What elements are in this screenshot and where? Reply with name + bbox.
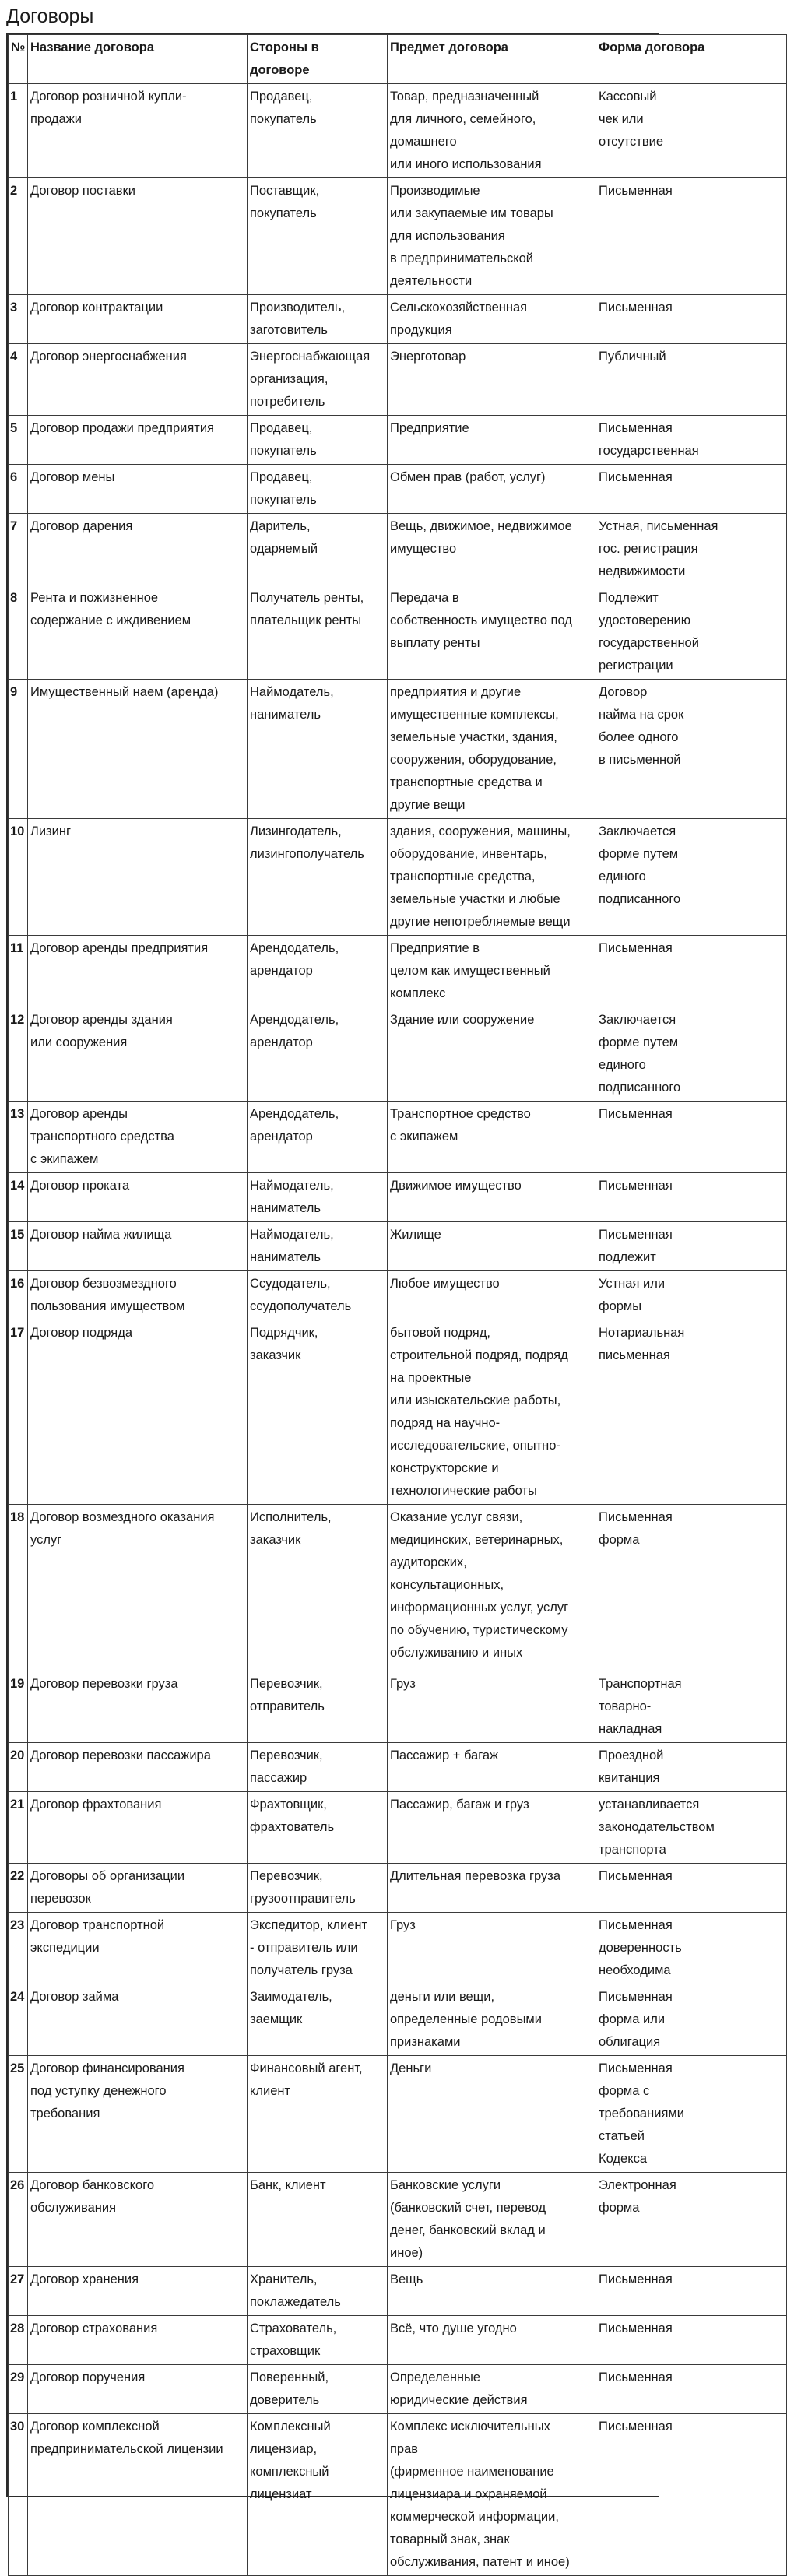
contract-form: Письменная (596, 1102, 787, 1173)
contract-name: Договор найма жилища (28, 1222, 248, 1271)
contract-form: Письменная подлежит (596, 1222, 787, 1271)
contract-name: Договор финансирования под уступку денежного требования (28, 2056, 248, 2173)
row-number: 22 (9, 1864, 28, 1913)
table-row (9, 936, 787, 1007)
contract-parties: Фрахтовщик, фрахтователь (248, 1792, 388, 1864)
contract-parties: Банк, клиент (248, 2173, 388, 2267)
header-form: Форма договора (596, 35, 787, 84)
table-row (9, 465, 787, 514)
table-row (9, 514, 787, 585)
contract-name: Договор банковского обслуживания (28, 2173, 248, 2267)
row-number: 21 (9, 1792, 28, 1864)
contract-name: Договор займа (28, 1984, 248, 2056)
table-row (9, 585, 787, 680)
contract-name: Договор контрактации (28, 295, 248, 344)
header-contract-name: Название договора (28, 35, 248, 84)
contract-subject: Пассажир + багаж (388, 1743, 596, 1792)
contract-form: Транспортная товарно- накладная (596, 1671, 787, 1743)
contract-form: Письменная (596, 2414, 787, 2576)
row-number: 5 (9, 416, 28, 465)
row-number: 2 (9, 178, 28, 295)
table-row (9, 1222, 787, 1271)
row-number: 14 (9, 1173, 28, 1222)
row-number: 18 (9, 1505, 28, 1671)
contract-parties: Продавец, покупатель (248, 84, 388, 178)
table-row (9, 416, 787, 465)
table-row (9, 2267, 787, 2316)
row-number: 12 (9, 1007, 28, 1102)
contract-parties: Заимодатель, заемщик (248, 1984, 388, 2056)
contract-form: Письменная (596, 2365, 787, 2414)
contract-form: Письменная (596, 936, 787, 1007)
contract-name: Имущественный наем (аренда) (28, 680, 248, 819)
contract-parties: Хранитель, поклажедатель (248, 2267, 388, 2316)
contract-subject: Передача в собственность имущество под выплату ренты (388, 585, 596, 680)
contract-form: Письменная форма (596, 1505, 787, 1671)
row-number: 19 (9, 1671, 28, 1743)
contract-parties: Даритель, одаряемый (248, 514, 388, 585)
table-row (9, 680, 787, 819)
contract-subject: Пассажир, багаж и груз (388, 1792, 596, 1864)
row-number: 26 (9, 2173, 28, 2267)
contract-form: устанавливается законодательством транспорта (596, 1792, 787, 1864)
contract-form: Устная или формы (596, 1271, 787, 1320)
row-number: 3 (9, 295, 28, 344)
contract-form: Письменная государственная (596, 416, 787, 465)
contract-subject: Вещь, движимое, недвижимое имущество (388, 514, 596, 585)
contract-name: Договор дарения (28, 514, 248, 585)
header-subject: Предмет договора (388, 35, 596, 84)
row-number: 17 (9, 1320, 28, 1505)
row-number: 13 (9, 1102, 28, 1173)
header-number: № (9, 35, 28, 84)
table-header-row (9, 35, 787, 84)
contract-form: Кассовый чек или отсутствие (596, 84, 787, 178)
contract-name: Договор комплексной предпринимательской лицензии (28, 2414, 248, 2576)
contract-form: Письменная форма или облигация (596, 1984, 787, 2056)
contract-name: Договор мены (28, 465, 248, 514)
table-row (9, 1007, 787, 1102)
contract-name: Договор подряда (28, 1320, 248, 1505)
contract-name: Договор перевозки пассажира (28, 1743, 248, 1792)
row-number: 29 (9, 2365, 28, 2414)
contract-parties: Лизингодатель, лизингополучатель (248, 819, 388, 936)
contract-parties: Арендодатель, арендатор (248, 1102, 388, 1173)
table-row (9, 1864, 787, 1913)
contract-form: Подлежит удостоверению государственной регистрации (596, 585, 787, 680)
contract-subject: Всё, что душе угодно (388, 2316, 596, 2365)
contract-parties: Экспедитор, клиент - отправитель или получатель груза (248, 1913, 388, 1984)
row-number: 30 (9, 2414, 28, 2576)
table-row (9, 84, 787, 178)
row-number: 27 (9, 2267, 28, 2316)
contract-subject: Длительная перевозка груза (388, 1864, 596, 1913)
contract-subject: Любое имущество (388, 1271, 596, 1320)
table-row (9, 1913, 787, 1984)
contract-parties: Энергоснабжающая организация, потребитель (248, 344, 388, 416)
contract-parties: Исполнитель, заказчик (248, 1505, 388, 1671)
table-row (9, 1671, 787, 1743)
contract-parties: Перевозчик, пассажир (248, 1743, 388, 1792)
contract-name: Договор продажи предприятия (28, 416, 248, 465)
page-title: Договоры (6, 5, 94, 27)
contract-form: Электронная форма (596, 2173, 787, 2267)
contract-name: Договор фрахтования (28, 1792, 248, 1864)
contract-name: Договор перевозки груза (28, 1671, 248, 1743)
contract-parties: Поверенный, доверитель (248, 2365, 388, 2414)
contract-name: Договор розничной купли- продажи (28, 84, 248, 178)
contract-form: Заключается форме путем единого подписанного (596, 819, 787, 936)
contract-parties: Страхователь, страховщик (248, 2316, 388, 2365)
table-row (9, 178, 787, 295)
table-row (9, 2173, 787, 2267)
contract-form: Проездной квитанция (596, 1743, 787, 1792)
contract-name: Договор аренды транспортного средства с экипажем (28, 1102, 248, 1173)
contract-form: Письменная форма с требованиями статьей Кодекса (596, 2056, 787, 2173)
contract-parties: Наймодатель, наниматель (248, 1173, 388, 1222)
row-number: 16 (9, 1271, 28, 1320)
contract-form: Письменная доверенность необходима (596, 1913, 787, 1984)
table-row (9, 1271, 787, 1320)
contract-form: Письменная (596, 1864, 787, 1913)
contract-name: Договор безвозмездного пользования имуществом (28, 1271, 248, 1320)
table-row (9, 2056, 787, 2173)
contract-form: Письменная (596, 178, 787, 295)
header-parties: Стороны в договоре (248, 35, 388, 84)
contract-form: Письменная (596, 2316, 787, 2365)
row-number: 20 (9, 1743, 28, 1792)
contract-name: Договоры об организации перевозок (28, 1864, 248, 1913)
contract-subject: Обмен прав (работ, услуг) (388, 465, 596, 514)
contract-form: Письменная (596, 2267, 787, 2316)
contract-parties: Комплексный лицензиар, комплексный лицензиат (248, 2414, 388, 2576)
contract-name: Договор хранения (28, 2267, 248, 2316)
contract-form: Договор найма на срок более одного в письменной (596, 680, 787, 819)
contract-parties: Поставщик, покупатель (248, 178, 388, 295)
row-number: 25 (9, 2056, 28, 2173)
contract-subject: Груз (388, 1671, 596, 1743)
row-number: 28 (9, 2316, 28, 2365)
row-number: 24 (9, 1984, 28, 2056)
contract-subject: Транспортное средство с экипажем (388, 1102, 596, 1173)
table-row (9, 1320, 787, 1505)
contract-subject: Предприятие (388, 416, 596, 465)
contract-form: Устная, письменная гос. регистрация недвижимости (596, 514, 787, 585)
contract-subject: Оказание услуг связи, медицинских, ветеринарных, аудиторских, консультационных, информационных услуг, услуг по обучению, туристическому обслуживанию и иных (388, 1505, 596, 1671)
contract-name: Рента и пожизненное содержание с иждивением (28, 585, 248, 680)
row-number: 6 (9, 465, 28, 514)
contract-subject: бытовой подряд, строительной подряд, подряд на проектные или изыскательские работы, подряд на научно- исследовательские, опытно- конструкторские и технологические работы (388, 1320, 596, 1505)
contract-parties: Получатель ренты, плательщик ренты (248, 585, 388, 680)
contract-parties: Перевозчик, грузоотправитель (248, 1864, 388, 1913)
contract-form: Заключается форме путем единого подписанного (596, 1007, 787, 1102)
contract-name: Договор проката (28, 1173, 248, 1222)
table-row (9, 295, 787, 344)
contract-parties: Арендодатель, арендатор (248, 1007, 388, 1102)
contract-subject: Вещь (388, 2267, 596, 2316)
table-row (9, 1984, 787, 2056)
contracts-table (8, 34, 787, 2576)
contract-name: Договор поставки (28, 178, 248, 295)
row-number: 11 (9, 936, 28, 1007)
row-number: 9 (9, 680, 28, 819)
row-number: 10 (9, 819, 28, 936)
row-number: 1 (9, 84, 28, 178)
contract-parties: Финансовый агент, клиент (248, 2056, 388, 2173)
contract-subject: Производимые или закупаемые им товары для использования в предпринимательской деятельности (388, 178, 596, 295)
contract-parties: Наймодатель, наниматель (248, 1222, 388, 1271)
contract-subject: здания, сооружения, машины, оборудование, инвентарь, транспортные средства, земельные участки и любые другие непотребляемые вещи (388, 819, 596, 936)
contract-subject: Предприятие в целом как имущественный комплекс (388, 936, 596, 1007)
table-row (9, 344, 787, 416)
contract-subject: Определенные юридические действия (388, 2365, 596, 2414)
contract-subject: Сельскохозяйственная продукция (388, 295, 596, 344)
contract-name: Договор транспортной экспедиции (28, 1913, 248, 1984)
contract-parties: Арендодатель, арендатор (248, 936, 388, 1007)
contract-subject: деньги или вещи, определенные родовыми признаками (388, 1984, 596, 2056)
contract-subject: Груз (388, 1913, 596, 1984)
table-row (9, 819, 787, 936)
contract-subject: Жилище (388, 1222, 596, 1271)
contract-form: Нотариальная письменная (596, 1320, 787, 1505)
contract-subject: Товар, предназначенный для личного, семейного, домашнего или иного использования (388, 84, 596, 178)
contract-subject: Движимое имущество (388, 1173, 596, 1222)
contract-subject: Здание или сооружение (388, 1007, 596, 1102)
contract-form: Письменная (596, 295, 787, 344)
contract-form: Письменная (596, 1173, 787, 1222)
table-row (9, 1792, 787, 1864)
contract-parties: Наймодатель, наниматель (248, 680, 388, 819)
row-number: 7 (9, 514, 28, 585)
contract-parties: Перевозчик, отправитель (248, 1671, 388, 1743)
contract-subject: Банковские услуги (банковский счет, перевод денег, банковский вклад и иное) (388, 2173, 596, 2267)
table-row (9, 2365, 787, 2414)
row-number: 23 (9, 1913, 28, 1984)
row-number: 4 (9, 344, 28, 416)
contract-subject: предприятия и другие имущественные комплексы, земельные участки, здания, сооружения, оборудование, транспортные средства и другие вещи (388, 680, 596, 819)
contract-parties: Подрядчик, заказчик (248, 1320, 388, 1505)
table-row (9, 1743, 787, 1792)
table-row (9, 2414, 787, 2576)
contract-name: Договор аренды предприятия (28, 936, 248, 1007)
contract-parties: Ссудодатель, ссудополучатель (248, 1271, 388, 1320)
table-row (9, 1173, 787, 1222)
contract-name: Лизинг (28, 819, 248, 936)
contract-subject: Комплекс исключительных прав (фирменное наименование лицензиара и охраняемой коммерческой информации, товарный знак, знак обслуживания, патент и иное) (388, 2414, 596, 2576)
contract-name: Договор возмездного оказания услуг (28, 1505, 248, 1671)
contract-form: Письменная (596, 465, 787, 514)
table-row (9, 1102, 787, 1173)
table-row (9, 1505, 787, 1671)
contract-subject: Деньги (388, 2056, 596, 2173)
contract-name: Договор поручения (28, 2365, 248, 2414)
contracts-table-frame (6, 33, 718, 2569)
contract-parties: Продавец, покупатель (248, 465, 388, 514)
contract-name: Договор энергоснабжения (28, 344, 248, 416)
contract-form: Публичный (596, 344, 787, 416)
row-number: 8 (9, 585, 28, 680)
table-row (9, 2316, 787, 2365)
contract-parties: Продавец, покупатель (248, 416, 388, 465)
contract-name: Договор аренды здания или сооружения (28, 1007, 248, 1102)
row-number: 15 (9, 1222, 28, 1271)
contract-name: Договор страхования (28, 2316, 248, 2365)
contract-parties: Производитель, заготовитель (248, 295, 388, 344)
contract-subject: Энерготовар (388, 344, 596, 416)
